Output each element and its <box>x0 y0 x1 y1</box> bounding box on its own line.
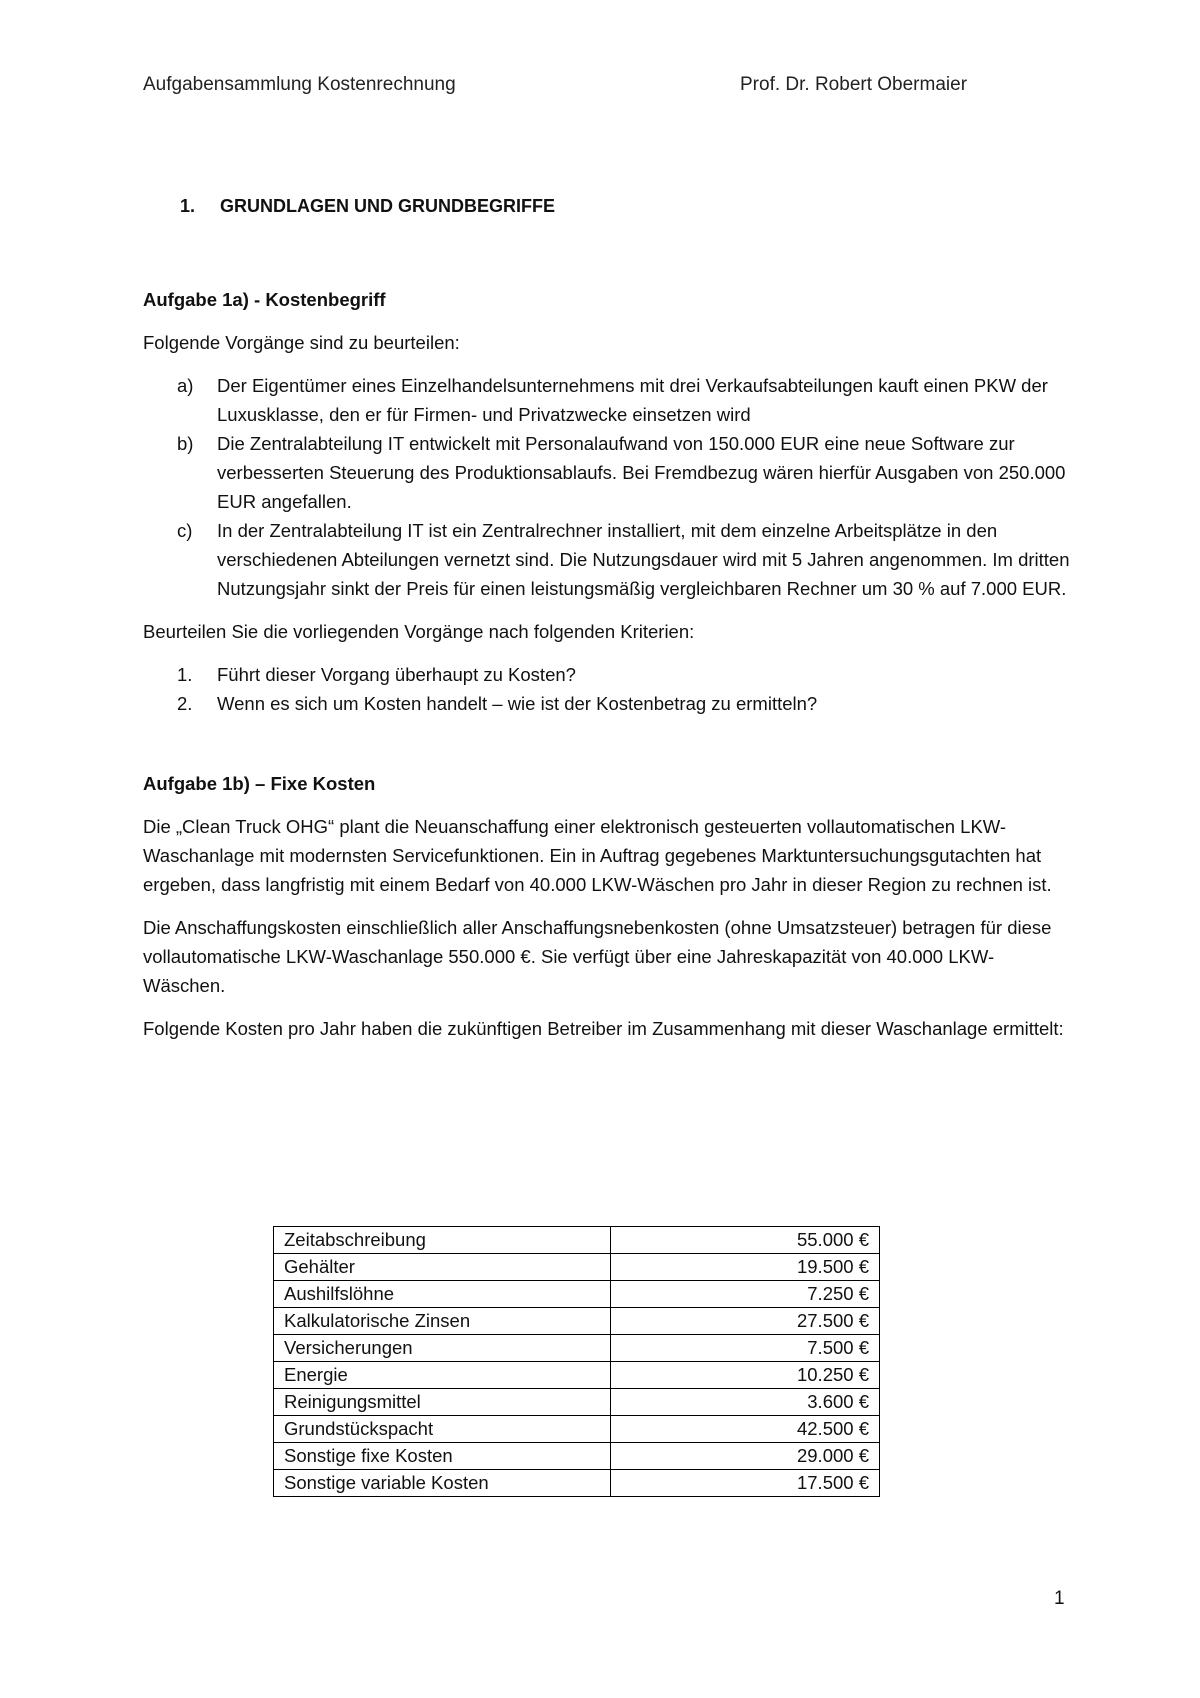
list-item-text: Wenn es sich um Kosten handelt – wie ist der Kostenbetrag zu ermitteln? <box>217 693 818 714</box>
cost-table <box>273 1226 880 1497</box>
list-item-text: Führt dieser Vorgang überhaupt zu Kosten? <box>217 664 576 685</box>
cost-label: Sonstige variable Kosten <box>274 1470 611 1497</box>
cost-value: 7.500 € <box>610 1335 879 1362</box>
list-marker: b) <box>177 433 194 454</box>
table-row <box>274 1335 880 1362</box>
list-item <box>177 371 1073 429</box>
cost-value: 10.250 € <box>610 1362 879 1389</box>
table-row <box>274 1470 880 1497</box>
cost-label: Zeitabschreibung <box>274 1227 611 1254</box>
task-1b-paragraph-1: Die „Clean Truck OHG“ plant die Neuanschaffung einer elektronisch gesteuerten vollautomatischen LKW-Waschanlage mit modernsten Servicefunktionen. Ein in Auftrag gegebenes Marktuntersuchungsgutachten hat ergeben, dass langfristig mit einem Bedarf von 40.000 LKW-Wäschen pro Jahr in dieser Region zu rechnen ist. <box>143 816 1052 895</box>
cost-label: Aushilfslöhne <box>274 1281 611 1308</box>
list-marker: c) <box>177 520 193 541</box>
cost-value: 3.600 € <box>610 1389 879 1416</box>
cost-label: Sonstige fixe Kosten <box>274 1443 611 1470</box>
task-1b-paragraph-2: Die Anschaffungskosten einschließlich aller Anschaffungsnebenkosten (ohne Umsatzsteuer) betragen für diese vollautomatische LKW-Waschanlage 550.000 €. Sie verfügt über eine Jahreskapazität von 40.000 LKW-Wäschen. <box>143 917 1052 996</box>
table-row <box>274 1281 880 1308</box>
task-1a-criteria-intro: Beurteilen Sie die vorliegenden Vorgänge nach folgenden Kriterien: <box>143 621 695 642</box>
chapter-number: 1. <box>180 196 196 216</box>
task-1a-items <box>143 371 1073 603</box>
cost-value: 7.250 € <box>610 1281 879 1308</box>
chapter-heading <box>180 192 1073 221</box>
table-row <box>274 1308 880 1335</box>
page-number: 1 <box>1054 1588 1065 1609</box>
page-content <box>143 192 1073 1057</box>
cost-value: 27.500 € <box>610 1308 879 1335</box>
table-row <box>274 1416 880 1443</box>
header-author: Prof. Dr. Robert Obermaier <box>740 74 968 95</box>
header-left-title: Aufgabensammlung Kostenrechnung <box>143 74 456 95</box>
cost-label: Energie <box>274 1362 611 1389</box>
chapter-title: GRUNDLAGEN UND GRUNDBEGRIFFE <box>220 196 555 216</box>
list-item-text: Die Zentralabteilung IT entwickelt mit Personalaufwand von 150.000 EUR eine neue Software zur verbesserten Steuerung des Produktionsablaufs. Bei Fremdbezug wären hierfür Ausgaben von 250.000 EUR angefallen. <box>217 433 1066 512</box>
cost-value: 17.500 € <box>610 1470 879 1497</box>
list-item <box>177 660 1073 689</box>
list-item-text: Der Eigentümer eines Einzelhandelsunternehmens mit drei Verkaufsabteilungen kauft einen PKW der Luxusklasse, den er für Firmen- und Privatzwecke einsetzen wird <box>217 375 1048 425</box>
task-1b-paragraph-3: Folgende Kosten pro Jahr haben die zukünftigen Betreiber im Zusammenhang mit dieser Waschanlage ermittelt: <box>143 1018 1064 1039</box>
cost-label: Kalkulatorische Zinsen <box>274 1308 611 1335</box>
table-row <box>274 1362 880 1389</box>
list-item <box>177 689 1073 718</box>
cost-value: 55.000 € <box>610 1227 879 1254</box>
list-marker: 1. <box>177 664 193 685</box>
task-1a-title: Aufgabe 1a) - Kostenbegriff <box>143 289 386 310</box>
cost-value: 29.000 € <box>610 1443 879 1470</box>
task-1a-criteria <box>143 660 1073 718</box>
cost-label: Gehälter <box>274 1254 611 1281</box>
task-1a-intro: Folgende Vorgänge sind zu beurteilen: <box>143 332 460 353</box>
list-item <box>177 429 1073 516</box>
task-1b-title: Aufgabe 1b) – Fixe Kosten <box>143 773 376 794</box>
list-marker: a) <box>177 375 194 396</box>
table-row <box>274 1227 880 1254</box>
table-row <box>274 1254 880 1281</box>
list-marker: 2. <box>177 693 193 714</box>
cost-value: 42.500 € <box>610 1416 879 1443</box>
cost-label: Grundstückspacht <box>274 1416 611 1443</box>
table-row <box>274 1389 880 1416</box>
cost-label: Reinigungsmittel <box>274 1389 611 1416</box>
table-row <box>274 1443 880 1470</box>
cost-value: 19.500 € <box>610 1254 879 1281</box>
list-item-text: In der Zentralabteilung IT ist ein Zentralrechner installiert, mit dem einzelne Arbeitsplätze in den verschiedenen Abteilungen vernetzt sind. Die Nutzungsdauer wird mit 5 Jahren angenommen. Im dritten Nutzungsjahr sinkt der Preis für einen leistungsmäßig vergleichbaren Rechner um 30 % auf 7.000 EUR. <box>217 520 1070 599</box>
list-item <box>177 516 1073 603</box>
cost-label: Versicherungen <box>274 1335 611 1362</box>
